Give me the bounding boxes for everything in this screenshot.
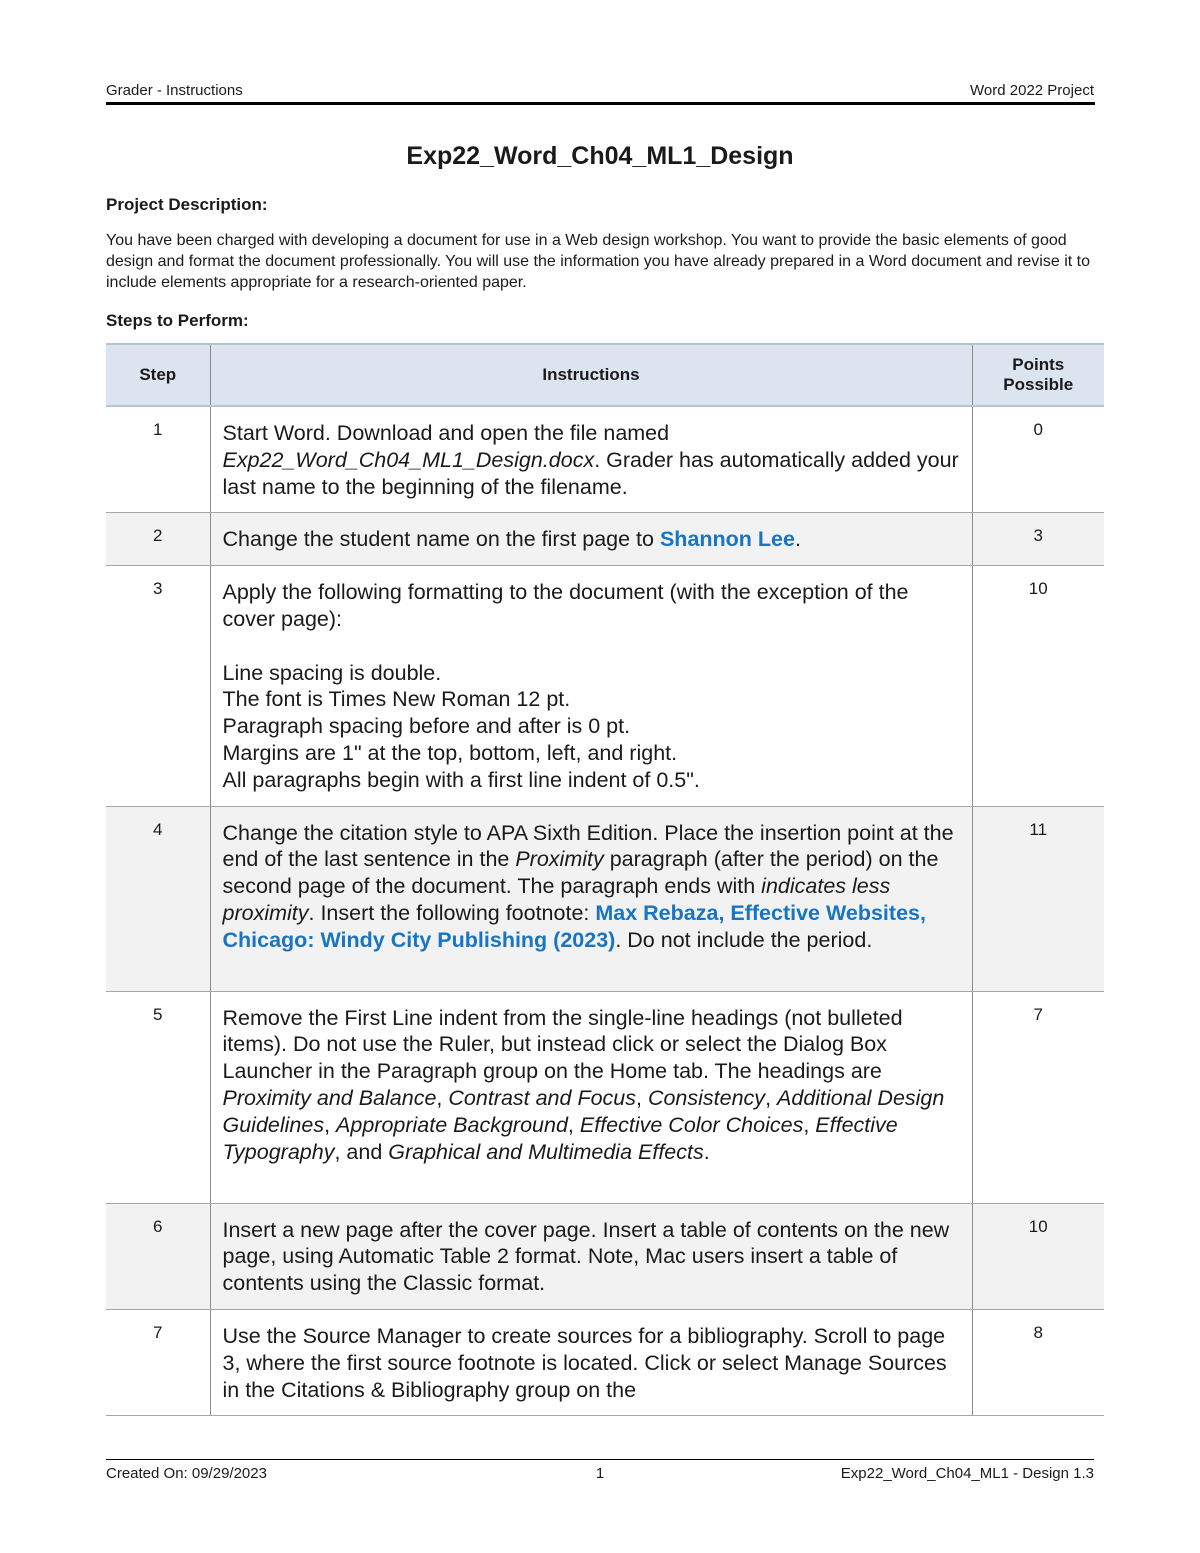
step-number: 4 [106,806,210,991]
header-points: Points Possible [972,344,1104,406]
step-points: 8 [972,1309,1104,1415]
page-number: 1 [595,1465,605,1482]
table-header-row [106,344,1104,406]
header-step: Step [106,344,210,406]
steps-label: Steps to Perform: [106,311,249,330]
step-number: 6 [106,1203,210,1309]
step-points: 0 [972,406,1104,513]
page-footer [106,1465,1094,1485]
document-title: Exp22_Word_Ch04_ML1_Design [406,142,794,170]
table-row [106,1309,1104,1415]
step-number: 2 [106,513,210,566]
footer-document-id: Exp22_Word_Ch04_ML1 - Design 1.3 [840,1465,1094,1482]
footer-created-on: Created On: 09/29/2023 [106,1465,267,1482]
step-points: 10 [972,566,1104,806]
step-points: 7 [972,991,1104,1203]
step-instruction: Apply the following formatting to the document (with the exception of the cover page): Line spacing is double. The font is Times New Roman 12 pt. Paragraph spacing before and after is 0 pt. Margins are 1" at the top, bottom, left, and right. All paragraphs begin with a first line indent of 0.5". [210,566,972,806]
project-description-text: You have been charged with developing a document for use in a Web design workshop. You want to provide the basic elements of good design and format the document professionally. You will use the information you have already prepared in a Word document and revise it to include elements appropriate for a research-oriented paper. [106,232,1090,291]
step-number: 1 [106,406,210,513]
step-points: 11 [972,806,1104,991]
header-left-text: Grader - Instructions [106,82,243,99]
table-row [106,566,1104,806]
step-number: 5 [106,991,210,1203]
table-row [106,991,1104,1203]
steps-table [106,343,1104,1416]
step-number: 7 [106,1309,210,1415]
step-instruction: Insert a new page after the cover page. Insert a table of contents on the new page, using Automatic Table 2 format. Note, Mac users insert a table of contents using the Classic format. [210,1203,972,1309]
step-instruction: Use the Source Manager to create sources for a bibliography. Scroll to page 3, where the first source footnote is located. Click or select Manage Sources in the Citations & Bibliography group on the [210,1309,972,1415]
table-row [106,806,1104,991]
highlight-text: Max Rebaza, Effective Websites, Chicago: Windy City Publishing (2023) [222,900,926,952]
header-instructions: Instructions [210,344,972,406]
step-points: 10 [972,1203,1104,1309]
highlight-text: Shannon Lee [659,527,795,552]
step-instruction: Remove the First Line indent from the single-line headings (not bulleted items). Do not use the Ruler, but instead click or select the Dialog Box Launcher in the Paragraph group on the Home tab. The headings are Proximity and Balance, Contrast and Focus, Consistency, Additional Design Guidelines, Appropriate Background, Effective Color Choices, Effective Typography, and Graphical and Multimedia Effects. [210,991,972,1203]
step-number: 3 [106,566,210,806]
step-instruction: Change the citation style to APA Sixth Edition. Place the insertion point at the end of the last sentence in the Proximity paragraph (after the period) on the second page of the document. The paragraph ends with indicates less proximity. Insert the following footnote: Max Rebaza, Effective Websites, Chicago: Windy City Publishing (2023). Do not include the period. [210,806,972,991]
step-instruction: Change the student name on the first page to Shannon Lee. [210,513,972,566]
step-instruction: Start Word. Download and open the file named Exp22_Word_Ch04_ML1_Design.docx. Grader has automatically added your last name to the beginning of the filename. [210,406,972,513]
header-divider [106,102,1095,105]
table-row [106,1203,1104,1309]
header-right-text: Word 2022 Project [970,82,1094,99]
table-row [106,406,1104,513]
table-row [106,513,1104,566]
project-description-label: Project Description: [106,195,268,214]
step-points: 3 [972,513,1104,566]
footer-divider [106,1459,1094,1460]
page-header [106,82,1094,102]
